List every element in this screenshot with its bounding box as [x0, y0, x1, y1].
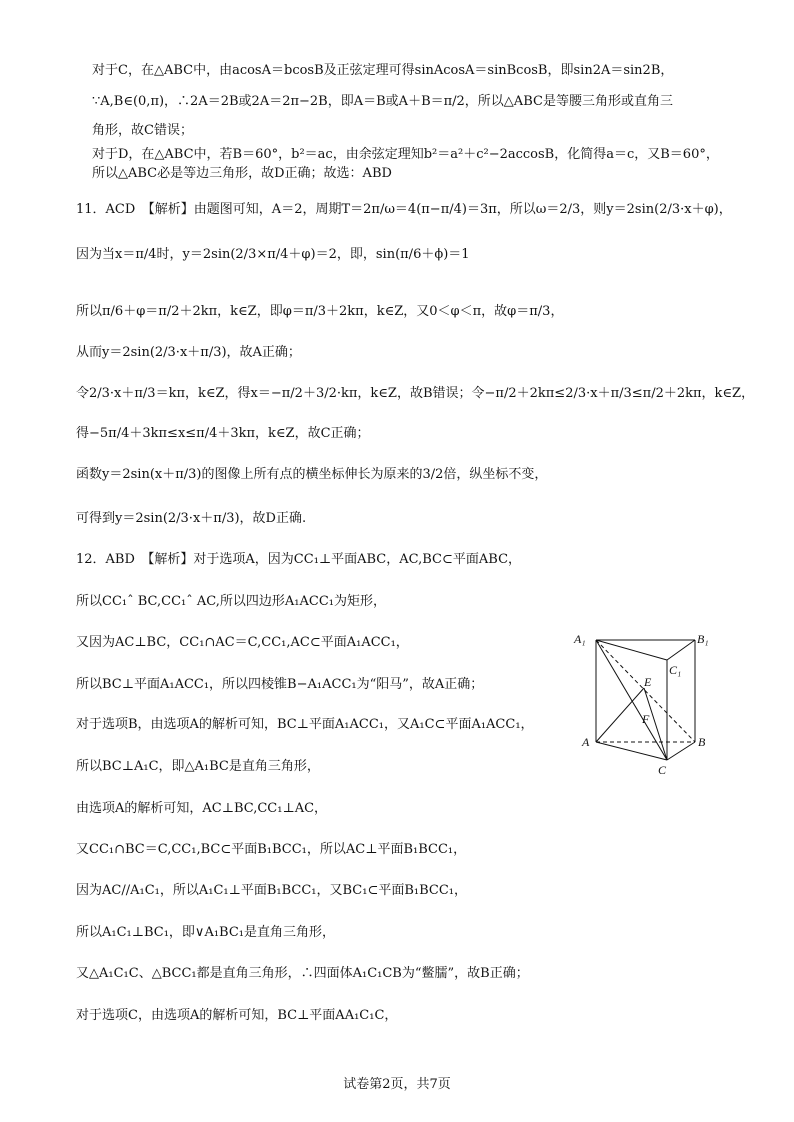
label-b1: B₁ [697, 632, 709, 646]
edge-cb [667, 742, 695, 760]
page-footer: 试卷第2页，共7页 [343, 1077, 451, 1092]
question-12-line: 12．ABD 【解析】对于选项A，因为CC₁⊥平面ABC，AC,BC⊂平面ABC， [76, 552, 522, 567]
label-b: B [698, 735, 706, 749]
text-line: 所以BC⊥A₁C，即△A₁BC是直角三角形， [76, 759, 320, 774]
text-line: 可得到y＝2sin(2/3·x＋π/3)，故D正确. [76, 511, 307, 526]
text-line: 因为当x＝π/4时，y＝2sin(2/3×π/4＋φ)＝2，即，sin(π/6＋ϕ)＝1 [76, 247, 470, 262]
text-line: 所以π/6＋φ＝π/2＋2kπ，k∈Z，即φ＝π/3＋2kπ，k∈Z，又0＜φ＜π，故φ＝π/3， [76, 304, 564, 319]
label-c: C [658, 763, 667, 777]
text-line: 又CC₁∩BC＝C,CC₁,BC⊂平面B₁BCC₁，所以AC⊥平面B₁BCC₁， [76, 842, 467, 857]
text-line: 所以△ABC必是等边三角形，故D正确；故选：ABD [92, 166, 392, 181]
text-line: 函数y＝2sin(x＋π/3)的图像上所有点的横坐标伸长为原来的3/2倍，纵坐标不变， [76, 467, 548, 482]
edge-c1b1 [667, 640, 695, 660]
text-line: 对于C，在△ABC中，由acosA＝bcosB及正弦定理可得sinAcosA＝sinBcosB，即sin2A＝sin2B， [92, 63, 674, 78]
prism-figure [572, 628, 722, 780]
label-c1: C₁ [669, 663, 682, 677]
text-line: 所以BC⊥平面A₁ACC₁，所以四棱锥B−A₁ACC₁为“阳马”，故A正确； [76, 677, 484, 692]
edge-ac [596, 742, 667, 760]
edge-a1c1 [596, 640, 667, 660]
text-line: 又因为AC⊥BC，CC₁∩AC＝C,CC₁,AC⊂平面A₁ACC₁， [76, 635, 409, 650]
text-line: 对于选项C，由选项A的解析可知，BC⊥平面AA₁C₁C， [76, 1008, 398, 1023]
text-line: 令2/3·x＋π/3＝kπ，k∈Z，得x＝−π/2＋3/2·kπ，k∈Z，故B错误；令−π/2＋2kπ≤2/3·x＋π/3≤π/2＋2kπ，k∈Z， [76, 386, 755, 401]
diagonal-a1b [596, 640, 695, 742]
text-line: 从而y＝2sin(2/3·x＋π/3)，故A正确； [76, 345, 301, 360]
text-line: ∵A,B∈(0,π)，∴2A＝2B或2A＝2π−2B，即A＝B或A＋B＝π/2，所以△ABC是等腰三角形或直角三 [92, 94, 673, 109]
text-line: 所以CC₁ˆ BC,CC₁ˆ AC,所以四边形A₁ACC₁为矩形， [76, 594, 386, 609]
text-line: 由选项A的解析可知，AC⊥BC,CC₁⊥AC， [76, 801, 328, 816]
question-11-line: 11．ACD 【解析】由题图可知，A＝2，周期T＝2π/ω＝4(π−π/4)＝3π，所以ω＝2/3，则y＝2sin(2/3·x＋φ)， [76, 202, 732, 217]
text-line: 因为AC//A₁C₁，所以A₁C₁⊥平面B₁BCC₁，又BC₁⊂平面B₁BCC₁， [76, 883, 468, 898]
segment-ae [596, 688, 644, 742]
text-line: 对于选项B，由选项A的解析可知，BC⊥平面A₁ACC₁，又A₁C⊂平面A₁ACC₁， [76, 717, 534, 732]
text-line: 得−5π/4＋3kπ≤x≤π/4＋3kπ，k∈Z，故C正确； [76, 426, 370, 441]
label-f: F [642, 712, 650, 726]
text-line: 又△A₁C₁C、△BCC₁都是直角三角形，∴四面体A₁C₁CB为“鳖臑”，故B正确； [76, 966, 529, 981]
text-line: 所以A₁C₁⊥BC₁，即∨A₁BC₁是直角三角形， [76, 925, 336, 940]
text-line: 角形，故C错误； [92, 123, 193, 138]
label-a1: A₁ [574, 632, 586, 646]
text-line: 对于D，在△ABC中，若B＝60°，b²＝ac，由余弦定理知b²＝a²＋c²−2accosB，化简得a＝c，又B＝60°， [92, 147, 719, 162]
label-a: A [582, 735, 590, 749]
label-e: E [644, 675, 652, 689]
